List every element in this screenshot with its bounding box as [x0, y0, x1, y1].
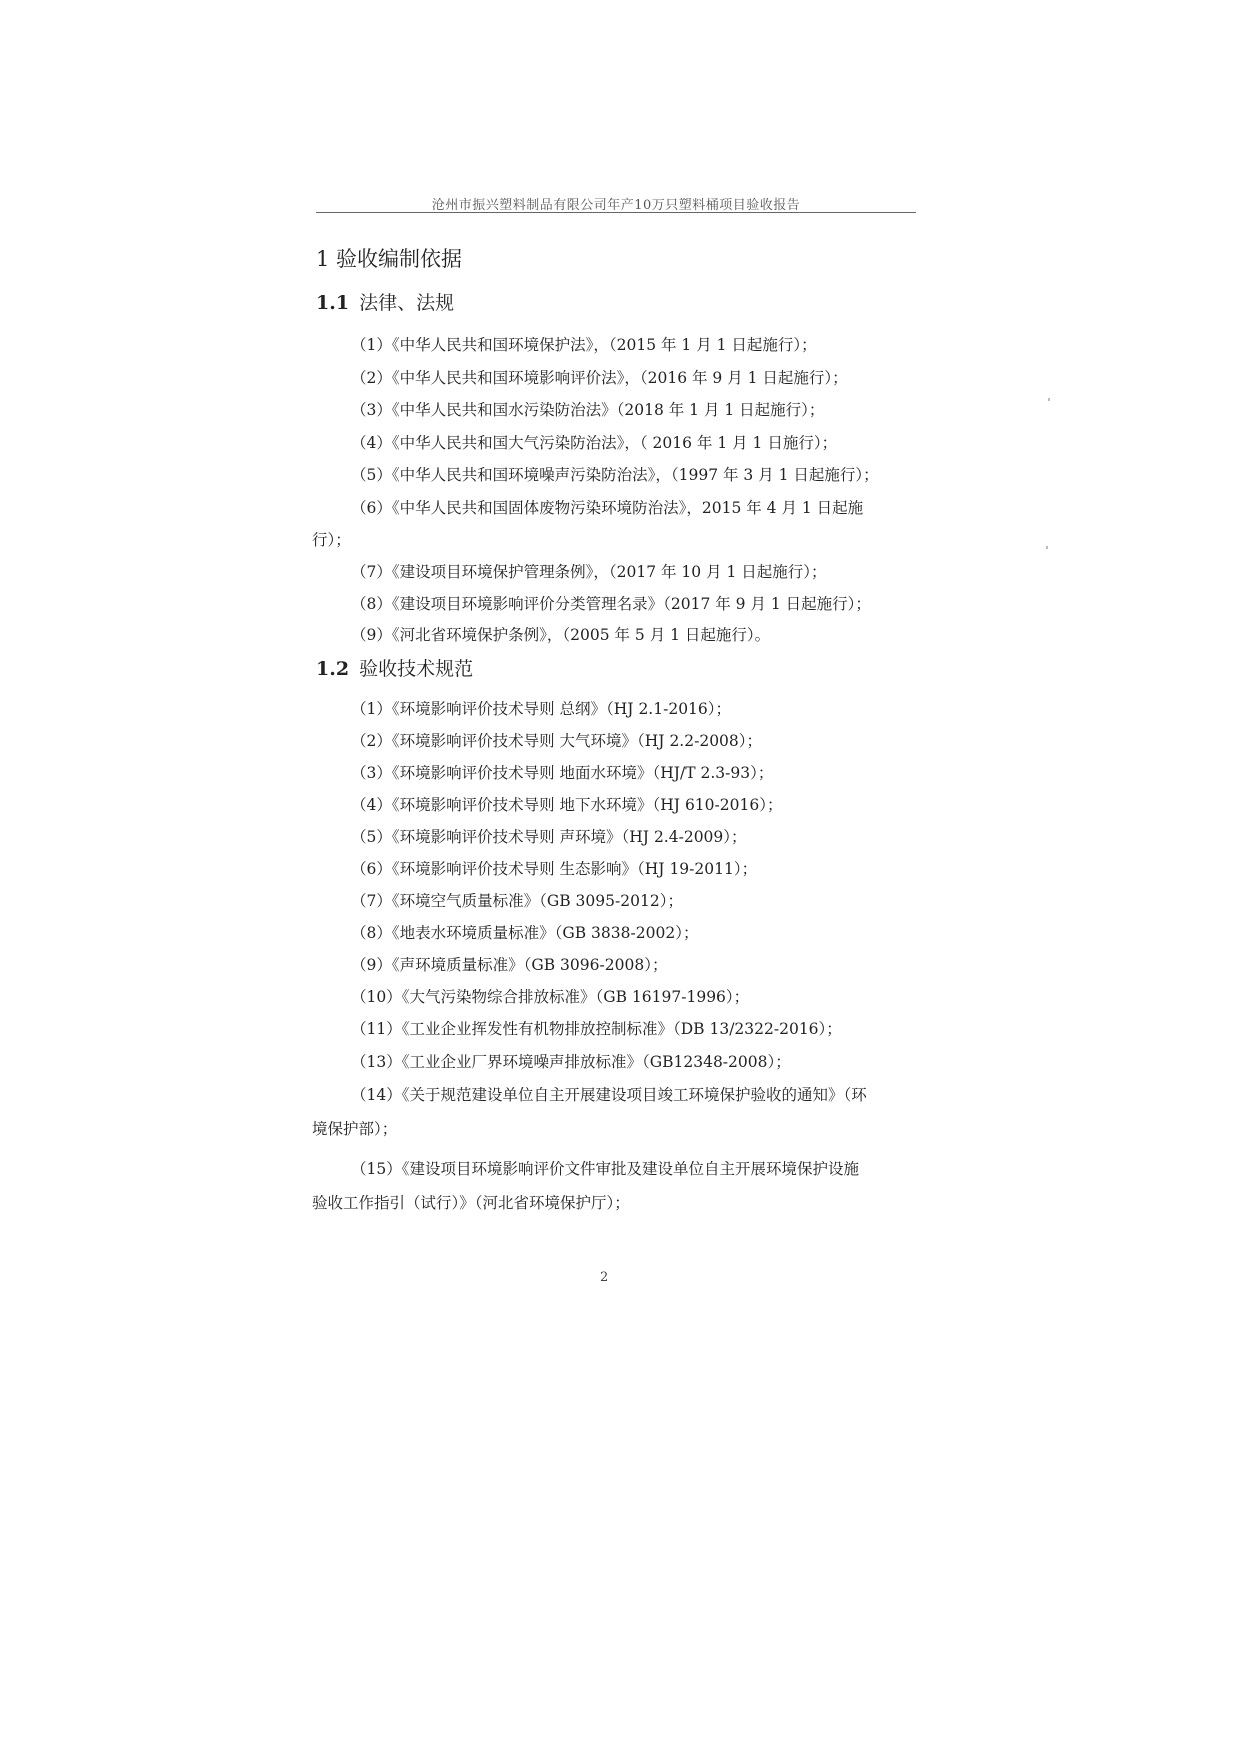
- standard-item: （13）《工业企业厂界环境噪声排放标准》（GB12348-2008）；: [351, 1053, 791, 1071]
- standard-item: （14）《关于规范建设单位自主开展建设项目竣工环境保护验收的通知》（环: [351, 1086, 867, 1104]
- law-item: （8）《建设项目环境影响评价分类管理名录》（2017 年 9 月 1 日起施行）；: [351, 595, 871, 613]
- standard-item: （7）《环境空气质量标准》（GB 3095-2012）；: [351, 892, 683, 910]
- standard-item: （3）《环境影响评价技术导则 地面水环境》（HJ/T 2.3-93）；: [351, 764, 774, 782]
- standard-item-continuation: 验收工作指引（试行）》（河北省环境保护厅）；: [312, 1194, 630, 1212]
- scan-speck: [1048, 398, 1050, 401]
- scan-speck: [1046, 546, 1048, 549]
- standard-item: （6）《环境影响评价技术导则 生态影响》（HJ 19-2011）；: [351, 860, 758, 878]
- law-item: （6）《中华人民共和国固体废物污染环境防治法》，2015 年 4 月 1 日起施: [351, 499, 864, 517]
- law-item: （3）《中华人民共和国水污染防治法》（2018 年 1 月 1 日起施行）；: [351, 401, 825, 419]
- section-heading-1: 1 验收编制依据: [316, 247, 463, 271]
- section-heading-1-1: [316, 288, 454, 315]
- section-number: 1.1: [316, 292, 350, 314]
- standard-item: （1）《环境影响评价技术导则 总纲》（HJ 2.1-2016）；: [351, 700, 732, 718]
- section-number: 1.2: [316, 658, 350, 680]
- standard-item: （4）《环境影响评价技术导则 地下水环境》（HJ 610-2016）；: [351, 796, 783, 814]
- header-divider: [316, 212, 916, 213]
- law-item: （1）《中华人民共和国环境保护法》，（2015 年 1 月 1 日起施行）；: [351, 336, 817, 354]
- standard-item: （10）《大气污染物综合排放标准》（GB 16197-1996）；: [351, 988, 750, 1006]
- standard-item-continuation: 境保护部）；: [312, 1120, 398, 1138]
- standard-item: （2）《环境影响评价技术导则 大气环境》（HJ 2.2-2008）；: [351, 732, 763, 750]
- standard-item: （5）《环境影响评价技术导则 声环境》（HJ 2.4-2009）；: [351, 828, 747, 846]
- law-item: （9）《河北省环境保护条例》，（2005 年 5 月 1 日起施行）。: [351, 626, 771, 644]
- section-heading-1-2: [316, 654, 473, 681]
- standard-item: （11）《工业企业挥发性有机物排放控制标准》（DB 13/2322-2016）；: [351, 1020, 842, 1038]
- law-item-continuation: 行）；: [312, 531, 351, 549]
- law-item: （7）《建设项目环境保护管理条例》，（2017 年 10 月 1 日起施行）；: [351, 563, 827, 581]
- standard-item: （9）《声环境质量标准》（GB 3096-2008）；: [351, 956, 668, 974]
- law-item: （2）《中华人民共和国环境影响评价法》，（2016 年 9 月 1 日起施行）；: [351, 369, 848, 387]
- law-item: （4）《中华人民共和国大气污染防治法》，（ 2016 年 1 月 1 日施行）；: [351, 434, 838, 452]
- running-header: 沧州市振兴塑料制品有限公司年产10万只塑料桶项目验收报告: [431, 198, 801, 213]
- section-title: 验收技术规范: [359, 658, 474, 680]
- standard-item: （15）《建设项目环境影响评价文件审批及建设单位自主开展环境保护设施: [351, 1160, 859, 1178]
- standard-item: （8）《地表水环境质量标准》（GB 3838-2002）；: [351, 924, 699, 942]
- section-title: 法律、法规: [359, 292, 455, 314]
- page-number: 2: [600, 1270, 609, 1285]
- law-item: （5）《中华人民共和国环境噪声污染防治法》，（1997 年 3 月 1 日起施行）；: [351, 466, 879, 484]
